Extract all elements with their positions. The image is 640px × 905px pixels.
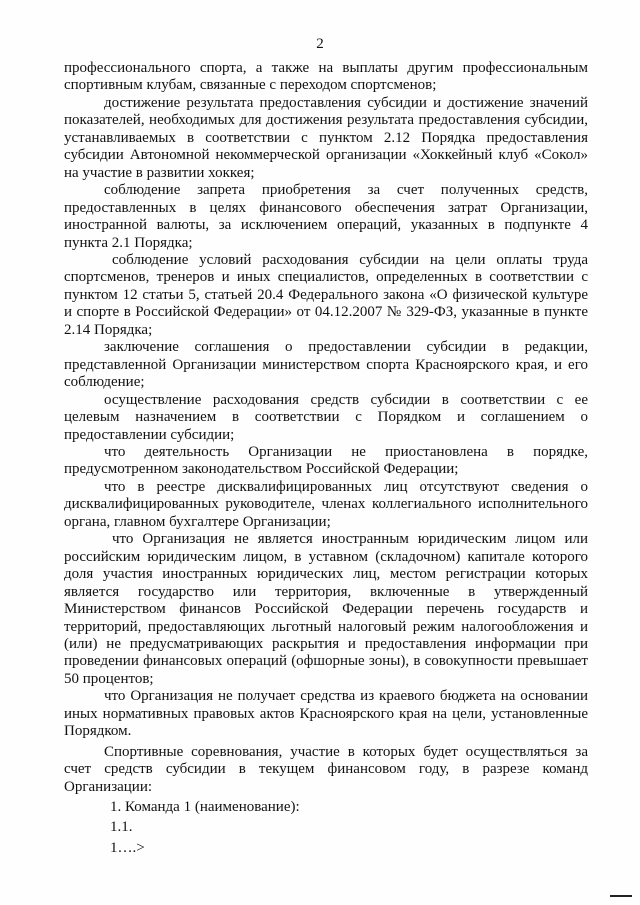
list-item: 1.1. <box>110 819 133 836</box>
paragraph-regional-budget: что Организация не получает средства из краевого бюджета на основании иных нормативных правовых актов Красноярского края на цели, установленные Порядком. <box>64 688 588 740</box>
list-item: 1. Команда 1 (наименование): <box>110 799 300 816</box>
document-body <box>64 60 588 857</box>
paragraph-continuation: профессионального спорта, а также на выплаты другим профессиональным спортивным клубам, связанные с переходом спортсменов; <box>64 60 588 94</box>
paragraph-offshore: что Организация не является иностранным юридическим лицом или российским юридическим лицом, в уставном (складочном) капитале которого доля участия иностранных юридических лиц, местом регистрации которых является государство или территория, включенные в утвержденный Министерством финансов Российской Федерации перечень государств и территорий, предоставляющих льготный налоговый режим налогообложения и (или) не предусматривающих раскрытия и предоставления информации при проведении финансовых операций (офшорные зоны), в совокупности превышает 50 процентов; <box>64 531 588 687</box>
scan-margin-mark <box>610 895 632 897</box>
paragraph-wage-conditions: соблюдение условий расходования субсидии на цели оплаты труда спортсменов, тренеров и иных специалистов, определенных в соответствии с пунктом 12 статьи 5, статьей 20.4 Федерального закона «О физической культуре и спорте в Российской Федерации» от 04.12.2007 № 329-ФЗ, указанные в пункте 2.14 Порядка; <box>64 251 588 338</box>
page-number: 2 <box>316 36 324 52</box>
list-item: 1….> <box>110 839 145 856</box>
paragraph-disqualified-registry: что в реестре дисквалифицированных лиц отсутствуют сведения о дисквалифицированных руководителе, членах коллегиального исполнительного органа, главном бухгалтере Организации; <box>64 478 588 530</box>
paragraph-not-suspended: что деятельность Организации не приостановлена в порядке, предусмотренном законодательством Российской Федерации; <box>64 443 588 478</box>
paragraph-currency-ban: соблюдение запрета приобретения за счет полученных средств, предоставленных в целях финансового обеспечения затрат Организации, иностранной валюты, за исключением операций, указанных в подпункте 4 пункта 2.1 Порядка; <box>64 182 588 251</box>
paragraph-agreement: заключение соглашения о предоставлении субсидии в редакции, представленной Организации министерством спорта Красноярского края, и его соблюдение; <box>64 339 588 391</box>
paragraph-targeted-spending: осуществление расходования средств субсидии в соответствии с ее целевым назначением в соответствии с Порядком и соглашением о предоставлении субсидии; <box>64 391 588 443</box>
paragraph-result-achievement: достижение результата предоставления субсидии и достижение значений показателей, необходимых для достижения результата предоставления субсидии, устанавливаемых в соответствии с пунктом 2.12 Порядка предоставления субсидии Автономной некоммерческой организации «Хоккейный клуб «Сокол» на участие в развитии хоккея; <box>64 94 588 181</box>
paragraph-competitions: Спортивные соревнования, участие в которых будет осуществляться за счет средств субсидии в текущем финансовом году, в разрезе команд Организации: <box>64 743 588 795</box>
